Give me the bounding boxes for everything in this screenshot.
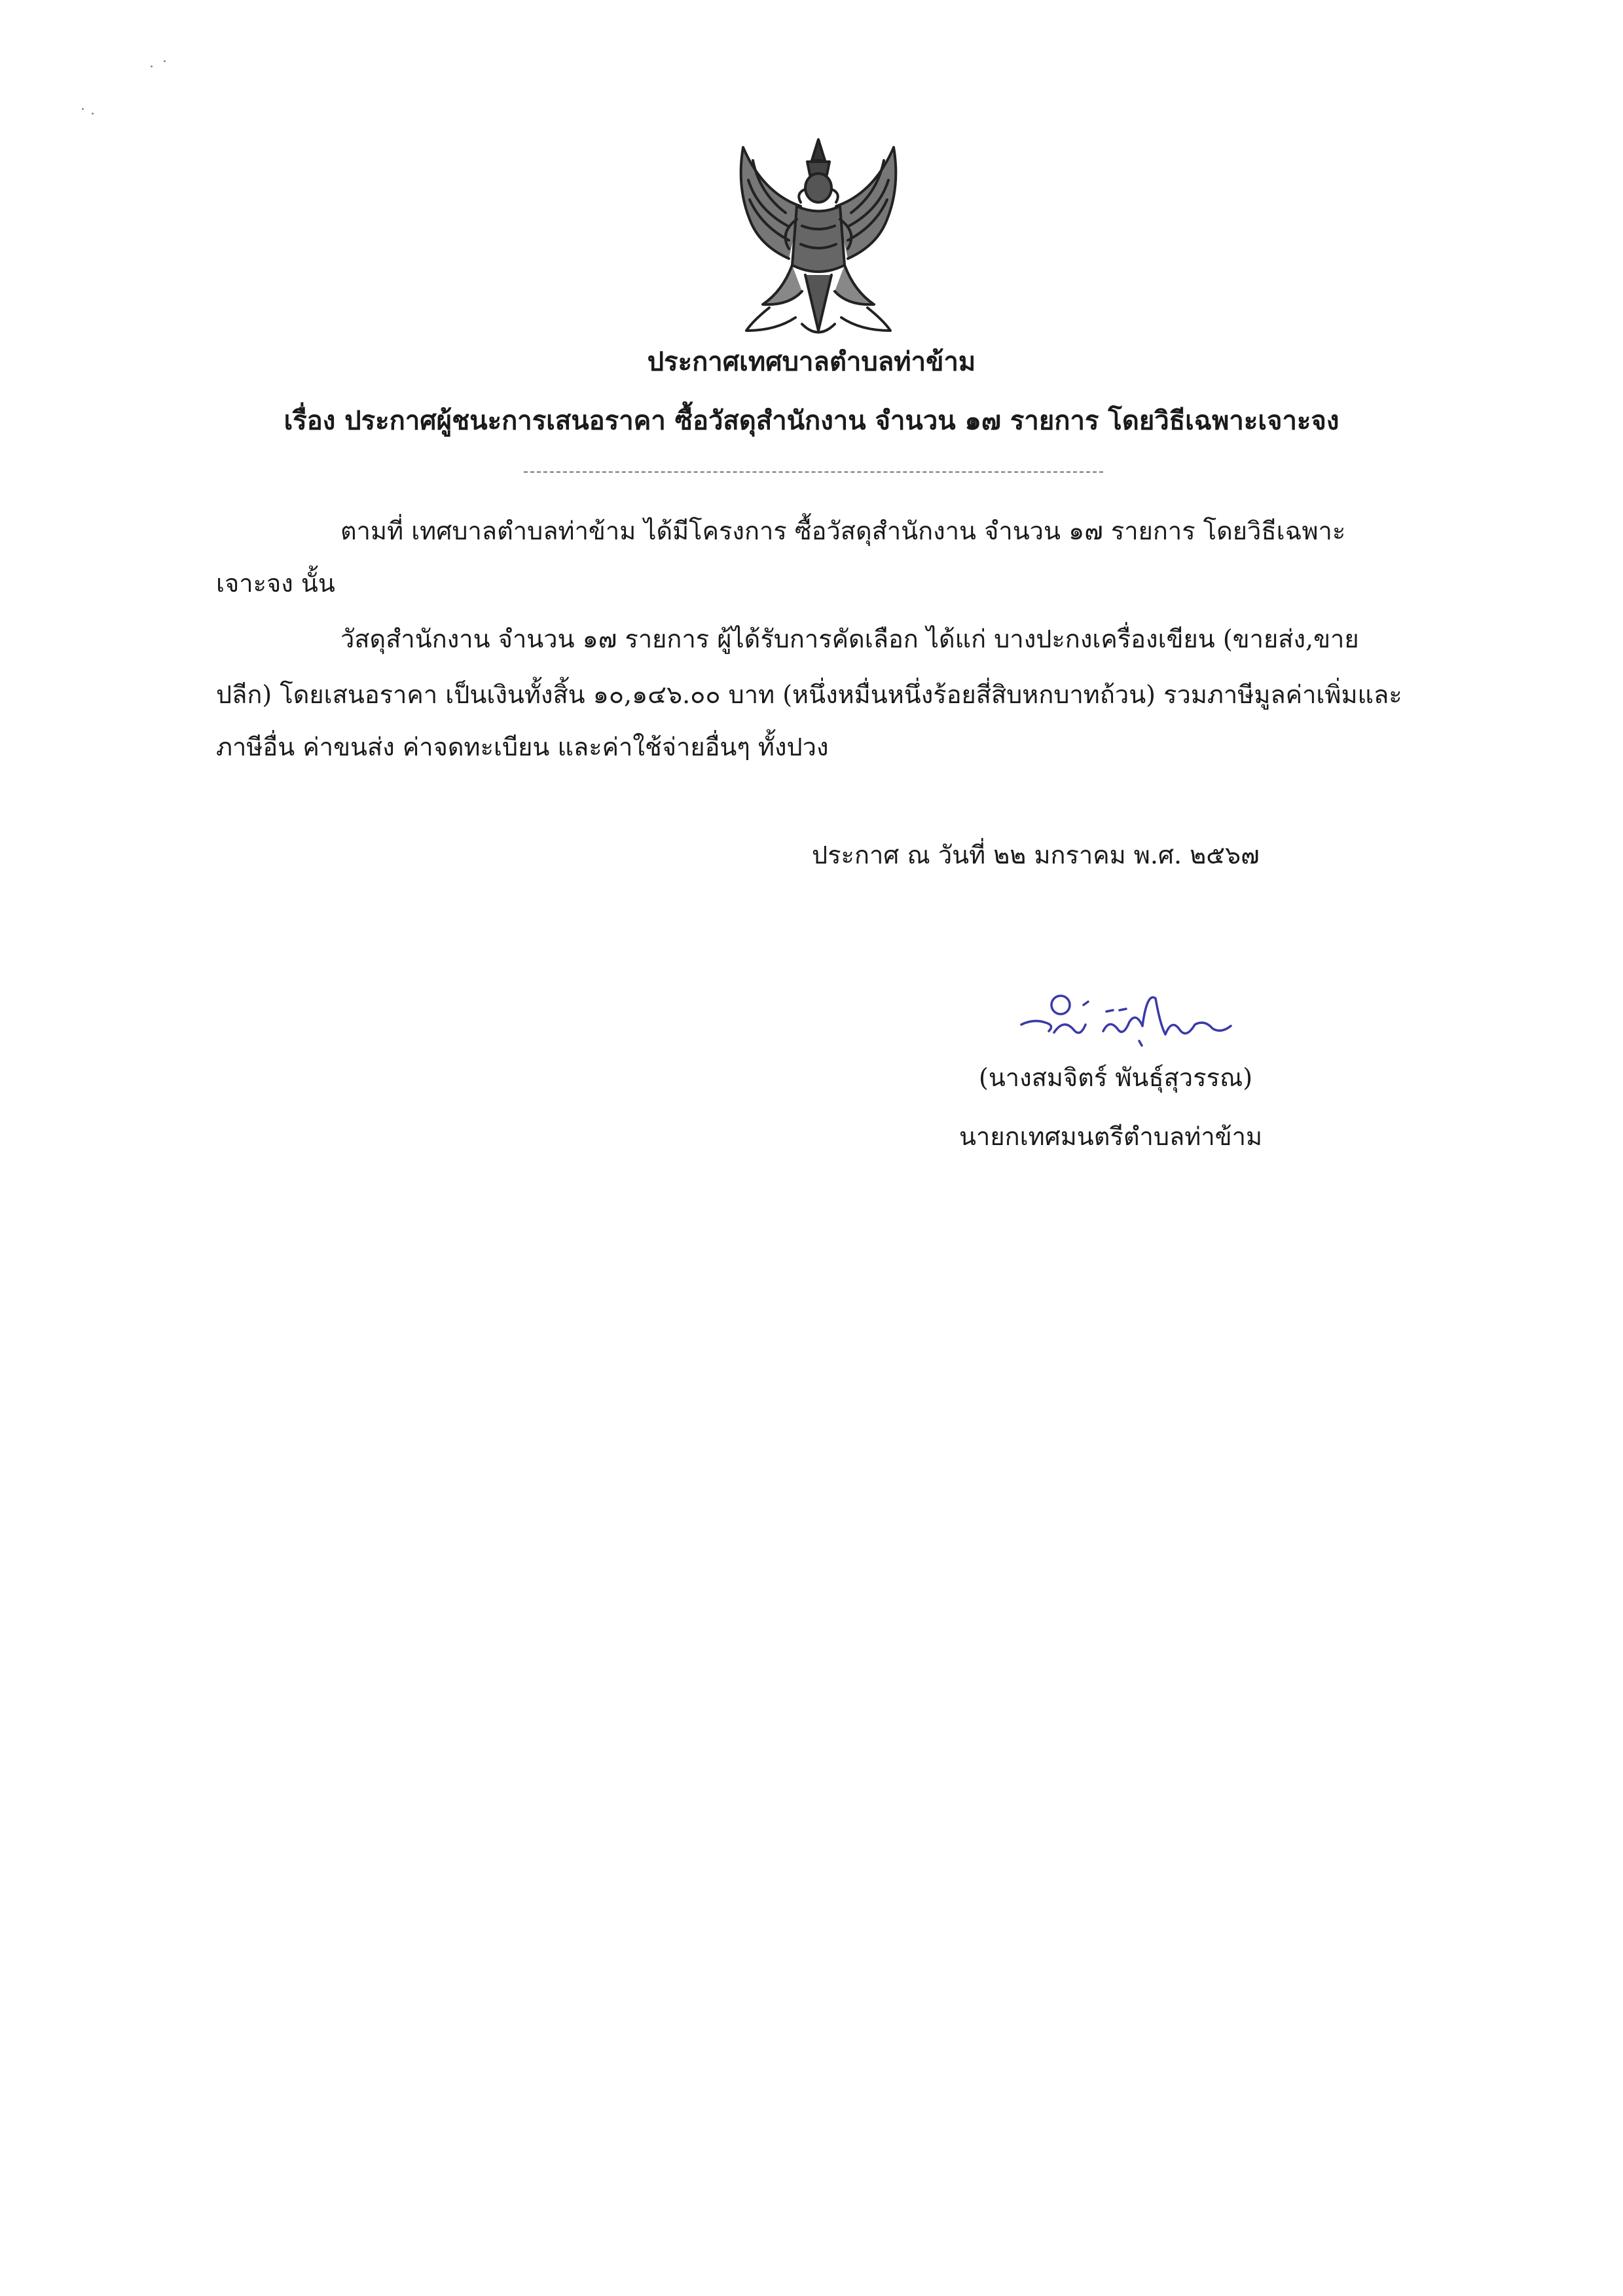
- document-subject: เรื่อง ประกาศผู้ชนะการเสนอราคา ซื้อวัสดุสำนักงาน จำนวน ๑๗ รายการ โดยวิธีเฉพาะเจาะจง: [283, 405, 1340, 436]
- garuda-emblem-icon: [723, 134, 913, 344]
- announcement-date: ประกาศ ณ วันที่ ๒๒ มกราคม พ.ศ. ๒๕๖๗: [812, 841, 1260, 869]
- scan-speck: [82, 108, 84, 110]
- paragraph-2-line-2: ปลีก) โดยเสนอราคา เป็นเงินทั้งสิ้น ๑๐,๑๔๖.๐๐ บาท (หนึ่งหมื่นหนึ่งร้อยสี่สิบหกบาทถ้วน) รวมภาษีมูลค่าเพิ่มและ: [216, 680, 1402, 709]
- paragraph-1-line-2: เจาะจง นั้น: [216, 569, 335, 598]
- dashed-divider: [524, 471, 1103, 473]
- scan-speck: [164, 60, 166, 62]
- scan-speck: [92, 113, 94, 115]
- handwritten-signature-icon: [1008, 979, 1244, 1051]
- paragraph-2-line-1: วัสดุสำนักงาน จำนวน ๑๗ รายการ ผู้ได้รับการคัดเลือก ได้แก่ บางปะกงเครื่องเขียน (ขายส่ง,ขาย: [340, 625, 1359, 653]
- signatory-name: (นางสมจิตร์ พันธุ์สุวรรณ): [979, 1063, 1253, 1092]
- signatory-position: นายกเทศมนตรีตำบลท่าข้าม: [959, 1122, 1263, 1151]
- document-title: ประกาศเทศบาลตำบลท่าข้าม: [647, 346, 976, 377]
- paragraph-1-line-1: ตามที่ เทศบาลตำบลท่าข้าม ได้มีโครงการ ซื้อวัสดุสำนักงาน จำนวน ๑๗ รายการ โดยวิธีเฉพาะ: [340, 517, 1346, 545]
- paragraph-2-line-3: ภาษีอื่น ค่าขนส่ง ค่าจดทะเบียน และค่าใช้จ่ายอื่นๆ ทั้งปวง: [216, 733, 829, 761]
- scan-speck: [151, 65, 153, 67]
